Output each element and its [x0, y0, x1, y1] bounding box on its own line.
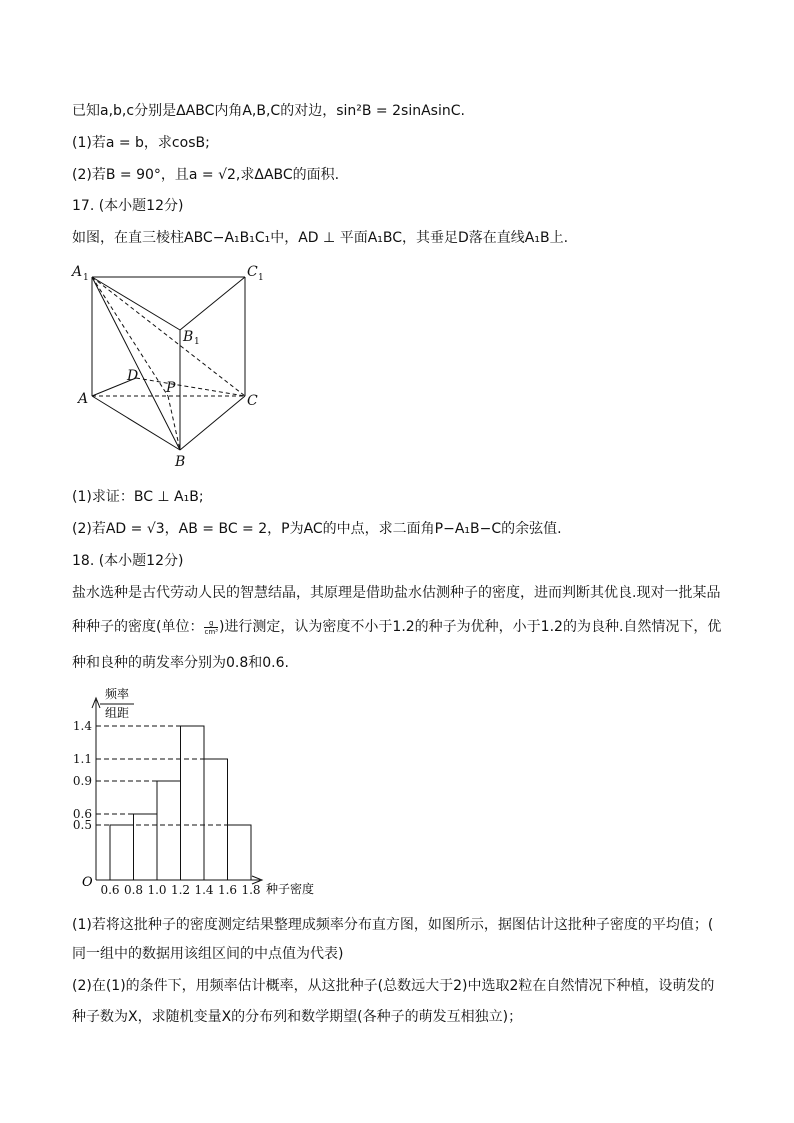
histogram-bar — [157, 781, 181, 880]
histogram-bar — [110, 825, 134, 880]
y-tick-label: 0.6 — [72, 807, 92, 821]
label-p: P — [166, 380, 176, 396]
p18-line-2-post: )进行测定，认为密度不小于1.2的种子为优种，小于1.2的为良种.自然情况下，优 — [218, 619, 722, 635]
label-c1-sub: 1 — [258, 273, 264, 283]
p16-question-2: (2)若B = 90°，且a = √2,求ΔABC的面积. — [72, 167, 340, 183]
p18-line-1: 盐水选种是古代劳动人民的智慧结晶，其原理是借助盐水估测种子的密度，进而判断其优良.现对一批某品 — [72, 585, 721, 601]
p18-question-1a: (1)若将这批种子的密度测定结果整理成频率分布直方图，如图所示，据图估计这批种子密度的平均值；( — [72, 917, 714, 933]
p18-line-2 — [72, 617, 721, 637]
x-tick-label: 0.8 — [123, 883, 144, 897]
x-tick-label: 0.6 — [100, 883, 120, 897]
label-a1: A — [72, 264, 83, 280]
prism-figure — [70, 258, 270, 473]
x-tick-label: 1.6 — [217, 883, 238, 897]
p17-header: 17. (本小题12分) — [72, 198, 184, 214]
p16-question-1: (1)若a = b，求cosB; — [72, 135, 210, 151]
label-c1: C — [247, 264, 258, 280]
p18-line-2-pre: 种种子的密度(单位： — [72, 619, 204, 635]
density-unit — [204, 619, 217, 636]
p18-header: 18. (本小题12分) — [72, 553, 184, 569]
p17-intro: 如图，在直三棱柱ABC−A₁B₁C₁中，AD ⊥ 平面A₁BC，其垂足D落在直线A₁B上. — [72, 230, 569, 246]
x-tick-label: 1.4 — [194, 883, 214, 897]
label-d: D — [127, 368, 139, 384]
edge-c1-b1 — [180, 277, 245, 330]
x-axis-label: 种子密度 — [266, 882, 315, 896]
label-b1: B — [183, 329, 194, 345]
histogram-bar — [181, 726, 205, 880]
label-a1-sub: 1 — [83, 273, 89, 283]
label-b1-sub: 1 — [194, 337, 200, 347]
y-label-numerator: 频率 — [104, 687, 130, 701]
p17-question-2: (2)若AD = √3，AB = BC = 2，P为AC的中点，求二面角P−A₁B−C的余弦值. — [72, 521, 562, 537]
histogram-bar — [134, 814, 158, 880]
label-b: B — [175, 454, 186, 470]
x-tick-label: 1.2 — [170, 883, 191, 897]
y-tick-label: 1.1 — [72, 752, 92, 766]
y-tick-label: 0.5 — [72, 818, 92, 832]
y-tick-label: 1.4 — [72, 719, 92, 733]
unit-denominator: cm³ — [204, 627, 218, 636]
unit-numerator: g — [204, 619, 217, 628]
p16-intro: 已知a,b,c分别是ΔABC内角A,B,C的对边，sin²B = 2sinAsinC. — [72, 103, 465, 119]
edge-p-b-hidden — [168, 396, 180, 450]
x-tick-label: 1.0 — [147, 883, 167, 897]
y-tick-label: 0.9 — [72, 774, 92, 788]
p18-question-1b: 同一组中的数据用该组区间的中点值为代表) — [72, 946, 344, 962]
density-histogram — [70, 680, 340, 902]
edge-d-c-hidden — [136, 378, 245, 396]
x-tick-label: 1.8 — [241, 883, 261, 897]
y-label-denominator: 组距 — [104, 706, 130, 720]
p18-question-2b: 种子数为X，求随机变量X的分布列和数学期望(各种子的萌发互相独立)； — [72, 1009, 523, 1025]
histogram-bar — [204, 759, 228, 880]
origin-label: O — [82, 875, 93, 890]
edge-b-c — [180, 396, 245, 450]
p18-line-3: 种和良种的萌发率分别为0.8和0.6. — [72, 655, 289, 671]
p18-question-2a: (2)在(1)的条件下，用频率估计概率，从这批种子(总数远大于2)中选取2粒在自然情况下种植，设萌发的 — [72, 978, 715, 994]
histogram-bar — [228, 825, 252, 880]
p17-question-1: (1)求证：BC ⊥ A₁B; — [72, 489, 204, 505]
edge-a1-c-hidden — [92, 277, 245, 396]
label-a: A — [78, 391, 89, 407]
label-c: C — [247, 393, 258, 409]
